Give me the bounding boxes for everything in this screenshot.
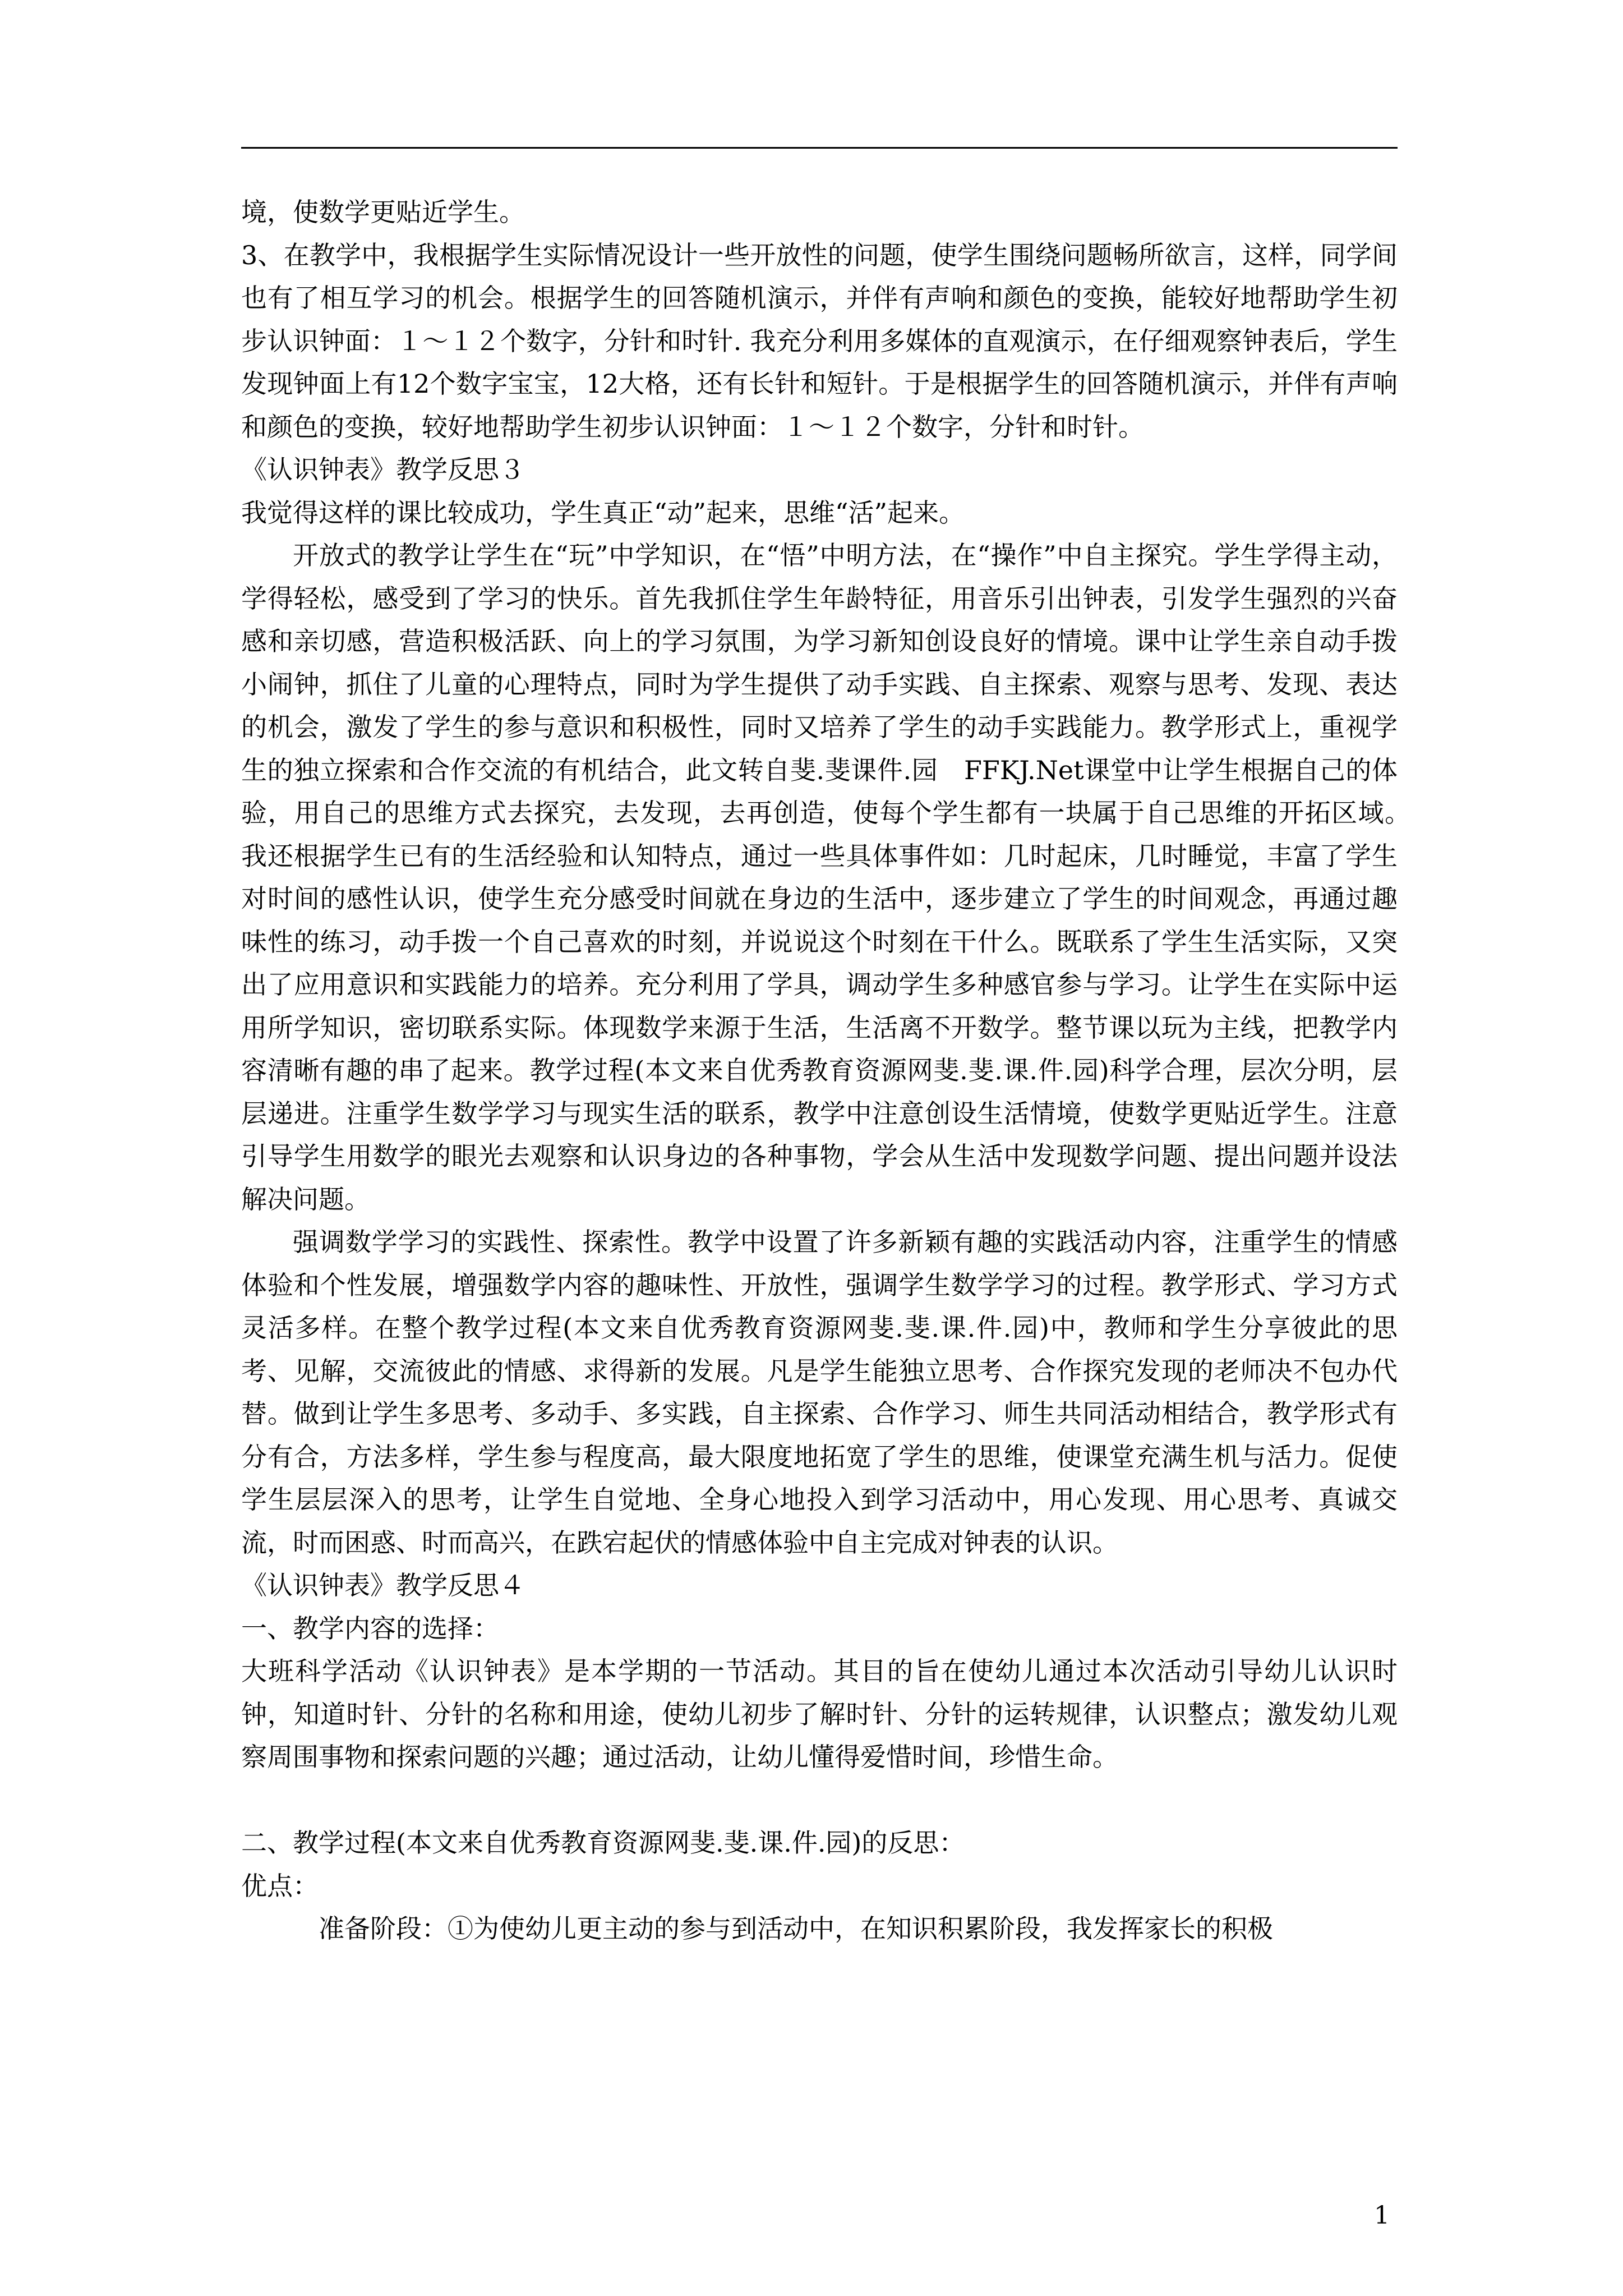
section-heading: 《认识钟表》教学反思４: [241, 1570, 525, 1600]
subheading: 一、教学内容的选择：: [241, 1613, 499, 1644]
subheading: 二、教学过程(本文来自优秀教育资源网斐.斐.课.件.园)的反思：: [241, 1828, 965, 1858]
paragraph: 开放式的教学让学生在“玩”中学知识，在“悟”中明方法，在“操作”中自主探究。学生学得主动，学得轻松，感受到了学习的快乐。首先我抓住学生年龄特征，用音乐引出钟表，引发学生强烈的兴奋感和亲切感，营造积极活跃、向上的学习氛围，为学习新知创设良好的情境。课中让学生亲自动手拨小闹钟，抓住了儿童的心理特点，同时为学生提供了动手实践、自主探索、观察与思考、发现、表达的机会，激发了学生的参与意识和积极性，同时又培养了学生的动手实践能力。教学形式上，重视学生的独立探索和合作交流的有机结合，此文转自斐.斐课件.园 FFKJ.Net课堂中让学生根据自己的体验，用自己的思维方式去探究，去发现，去再创造，使每个学生都有一块属于自己思维的开拓区域。 我还根据学生已有的生活经验和认知特点，通过一些具体事件如：几时起床，几时睡觉，丰富了学生对时间的感性认识，使学生充分感受时间就在身边的生活中，逐步建立了学生的时间观念，再通过趣味性的练习，动手拨一个自己喜欢的时刻，并说说这个时刻在干什么。既联系了学生生活实际，又突出了应用意识和实践能力的培养。充分利用了学具，调动学生多种感官参与学习。让学生在实际中运用所学知识，密切联系实际。体现数学来源于生活，生活离不开数学。整节课以玩为主线，把教学内容清晰有趣的串了起来。教学过程(本文来自优秀教育资源网斐.斐.课.件.园)科学合理，层次分明，层层递进。注重学生数学学习与现实生活的联系，教学中注意创设生活情境，使数学更贴近学生。注意引导学生用数学的眼光去观察和认识身边的各种事物，学会从生活中发现数学问题、提出问题并设法解决问题。: [241, 540, 1423, 1214]
paragraph: 境，使数学更贴近学生。: [241, 197, 525, 227]
page-number: 1: [1374, 2201, 1390, 2230]
section-heading: 《认识钟表》教学反思３: [241, 454, 525, 485]
paragraph: 我觉得这样的课比较成功，学生真正“动”起来，思维“活”起来。: [241, 497, 965, 528]
paragraph: 3、在教学中，我根据学生实际情况设计一些开放性的问题，使学生围绕问题畅所欲言，这样，同学间也有了相互学习的机会。根据学生的回答随机演示，并伴有声响和颜色的变换，能较好地帮助学生初步认识钟面：１～１２个数字，分针和时针. 我充分利用多媒体的直观演示，在仔细观察钟表后，学生发现钟面上有12个数字宝宝，12大格，还有长针和短针。于是根据学生的回答随机演示，并伴有声响和颜色的变换，较好地帮助学生初步认识钟面：１～１２个数字，分针和时针。: [241, 240, 1398, 442]
subheading: 优点：: [241, 1870, 319, 1901]
paragraph: 强调数学学习的实践性、探索性。教学中设置了许多新颖有趣的实践活动内容，注重学生的情感体验和个性发展，增强数学内容的趣味性、开放性，强调学生数学学习的过程。教学形式、学习方式灵活多样。在整个教学过程(本文来自优秀教育资源网斐.斐.课.件.园)中，教师和学生分享彼此的思考、见解，交流彼此的情感、求得新的发展。凡是学生能独立思考、合作探究发现的老师决不包办代替。做到让学生多思考、多动手、多实践，自主探索、合作学习、师生共同活动相结合，教学形式有分有合，方法多样，学生参与程度高，最大限度地拓宽了学生的思维，使课堂充满生机与活力。促使学生层层深入的思考，让学生自觉地、全身心地投入到学习活动中，用心发现、用心思考、真诚交流，时而困惑、时而高兴，在跌宕起伏的情感体验中自主完成对钟表的认识。: [241, 1227, 1398, 1558]
document-body: [241, 191, 1423, 1950]
paragraph: 大班科学活动《认识钟表》是本学期的一节活动。其目的旨在使幼儿通过本次活动引导幼儿认识时钟，知道时针、分针的名称和用途，使幼儿初步了解时针、分针的运转规律，认识整点；激发幼儿观察周围事物和探索问题的兴趣；通过活动，让幼儿懂得爱惜时间，珍惜生命。: [241, 1656, 1398, 1772]
header-rule: [241, 147, 1398, 149]
paragraph: 准备阶段：①为使幼儿更主动的参与到活动中，在知识积累阶段，我发挥家长的积极: [319, 1913, 1273, 1944]
blank-line: [241, 1779, 1398, 1822]
